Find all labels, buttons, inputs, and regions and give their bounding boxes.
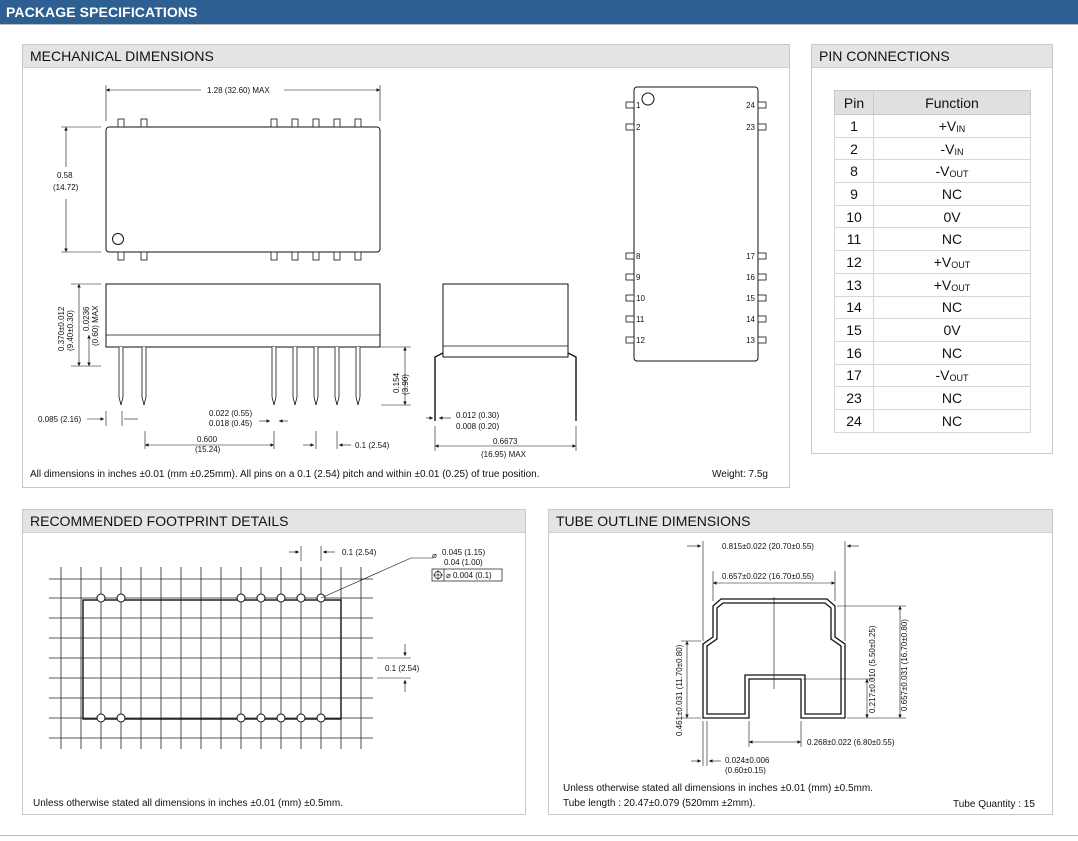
tube-notch-height: 0.217±0.010 (5.50±0.25) bbox=[868, 625, 877, 713]
pin-function-cell bbox=[874, 228, 1031, 251]
tube-drawing bbox=[549, 532, 1052, 777]
dim-standoff-in: 0.0236 bbox=[82, 306, 91, 331]
tube-inner-height: 0.657±0.031 (16.70±0.80) bbox=[900, 619, 909, 711]
footprint-panel bbox=[22, 509, 526, 815]
pin-function-text: NC bbox=[941, 412, 963, 429]
pin-function-cell bbox=[874, 183, 1031, 206]
pin-function-cell bbox=[874, 319, 1031, 342]
mechanical-panel-header bbox=[23, 45, 789, 68]
table-row bbox=[835, 137, 1031, 160]
pin-function-cell bbox=[874, 341, 1031, 364]
dim-lead-span-in: 0.6673 bbox=[493, 437, 518, 446]
module-top-view bbox=[106, 127, 380, 252]
footprint-hole-diameter-2: 0.04 (1.00) bbox=[444, 558, 483, 567]
dim-height-in: 0.58 bbox=[57, 171, 73, 180]
dim-row-span-mm: (15.24) bbox=[195, 445, 221, 454]
tube-inner-width: 0.657±0.022 (16.70±0.55) bbox=[722, 572, 814, 581]
pin-number-cell: 2 bbox=[835, 137, 874, 160]
footprint-panel-header bbox=[23, 510, 525, 533]
dim-lead-span-mm: (16.95) MAX bbox=[481, 450, 526, 459]
table-row bbox=[835, 387, 1031, 410]
side-view-pins bbox=[119, 347, 360, 405]
pin-function-cell bbox=[874, 296, 1031, 319]
table-row bbox=[835, 183, 1031, 206]
pin-function-text: NC bbox=[941, 185, 963, 202]
pin-function-text: NC bbox=[941, 299, 963, 316]
dim-pin-width-2: 0.018 (0.45) bbox=[209, 419, 253, 428]
dim-body-height-mm: (9.40±0.30) bbox=[66, 310, 75, 351]
footer-rule bbox=[0, 835, 1078, 836]
header-rule bbox=[0, 24, 1078, 25]
dim-lead-thickness-1: 0.012 (0.30) bbox=[456, 411, 500, 420]
table-row bbox=[835, 251, 1031, 274]
pin-label: 1 bbox=[636, 101, 641, 110]
dim-pin-offset: 0.085 (2.16) bbox=[38, 415, 82, 424]
pin-function-cell bbox=[874, 273, 1031, 296]
table-row bbox=[835, 341, 1031, 364]
pin-connections-header bbox=[812, 45, 1052, 68]
pin-function-text: +V bbox=[933, 253, 952, 270]
module-pinout-view bbox=[634, 87, 758, 361]
pin-function-text: -V bbox=[935, 163, 950, 180]
pin-function-subscript: OUT bbox=[951, 259, 971, 270]
pin-function-cell bbox=[874, 115, 1031, 138]
pin-connections-table bbox=[834, 90, 1031, 433]
tube-wall-in: 0.024±0.006 bbox=[725, 756, 770, 765]
pin-function-subscript: OUT bbox=[949, 169, 969, 180]
footprint-pitch-v: 0.1 (2.54) bbox=[385, 664, 420, 673]
pin-label: 14 bbox=[746, 315, 755, 324]
pin-number-cell: 10 bbox=[835, 205, 874, 228]
pin-number-cell: 8 bbox=[835, 160, 874, 183]
table-row bbox=[835, 228, 1031, 251]
tube-title: TUBE OUTLINE DIMENSIONS bbox=[556, 513, 751, 529]
pinout-pins-left bbox=[626, 102, 634, 343]
pinout-pins-right bbox=[758, 102, 766, 343]
pin-function-text: 0V bbox=[943, 322, 961, 339]
pin-function-text: -V bbox=[935, 367, 950, 384]
pin-number-cell: 17 bbox=[835, 364, 874, 387]
mechanical-footnote: All dimensions in inches ±0.01 (mm ±0.25mm). All pins on a 0.1 (2.54) pitch and within ±0.01 (0.25) of true position. bbox=[30, 469, 540, 480]
pin-label: 13 bbox=[746, 336, 755, 345]
pin-function-text: 0V bbox=[943, 208, 961, 225]
pin-number-cell: 11 bbox=[835, 228, 874, 251]
mechanical-title: MECHANICAL DIMENSIONS bbox=[30, 48, 214, 64]
table-row bbox=[835, 273, 1031, 296]
pin-function-subscript: IN bbox=[954, 146, 964, 157]
pin-label: 16 bbox=[746, 273, 755, 282]
module-side-view bbox=[106, 284, 380, 347]
footprint-hole-diameter-1: 0.045 (1.15) bbox=[442, 548, 486, 557]
pin-function-subscript: IN bbox=[956, 123, 966, 134]
dim-row-span-in: 0.600 bbox=[197, 435, 218, 444]
tube-note-length: Tube length : 20.47±0.079 (520mm ±2mm). bbox=[563, 798, 756, 809]
dim-pin-width-1: 0.022 (0.55) bbox=[209, 409, 253, 418]
pin-number-cell: 23 bbox=[835, 387, 874, 410]
tube-left-height: 0.461±0.031 (11.70±0.80) bbox=[675, 644, 684, 736]
page-header-title: PACKAGE SPECIFICATIONS bbox=[6, 4, 198, 20]
footprint-tolerance-diameter-symbol: ⌀ bbox=[446, 571, 451, 580]
pin-connections-title: PIN CONNECTIONS bbox=[819, 48, 950, 64]
dim-lead-thickness-2: 0.008 (0.20) bbox=[456, 422, 500, 431]
pin-label: 8 bbox=[636, 252, 641, 261]
page-header-bar bbox=[0, 0, 1078, 24]
pin-table-body bbox=[835, 115, 1031, 433]
pin-label: 17 bbox=[746, 252, 755, 261]
footprint-drawing bbox=[23, 532, 525, 792]
pin-function-cell bbox=[874, 160, 1031, 183]
pin-number-cell: 9 bbox=[835, 183, 874, 206]
pin-number-cell: 14 bbox=[835, 296, 874, 319]
table-row bbox=[835, 115, 1031, 138]
pin-label: 24 bbox=[746, 101, 755, 110]
pin-function-cell bbox=[874, 409, 1031, 432]
pin-function-text: NC bbox=[941, 390, 963, 407]
pin-function-cell bbox=[874, 251, 1031, 274]
pin-function-cell bbox=[874, 137, 1031, 160]
pin-function-cell bbox=[874, 364, 1031, 387]
pin-number-cell: 24 bbox=[835, 409, 874, 432]
pin-label: 15 bbox=[746, 294, 755, 303]
tube-notch-width: 0.268±0.022 (6.80±0.55) bbox=[807, 738, 895, 747]
end-view-lead-right bbox=[568, 353, 576, 421]
tube-quantity: Tube Quantity : 15 bbox=[953, 799, 1035, 810]
tube-panel-header bbox=[549, 510, 1052, 533]
mechanical-panel bbox=[22, 44, 790, 488]
pin-number-cell: 12 bbox=[835, 251, 874, 274]
dim-height-mm: (14.72) bbox=[53, 183, 79, 192]
pin-number-cell: 1 bbox=[835, 115, 874, 138]
table-row bbox=[835, 205, 1031, 228]
dim-pitch: 0.1 (2.54) bbox=[355, 441, 390, 450]
footprint-pitch-h: 0.1 (2.54) bbox=[342, 548, 377, 557]
table-header-row bbox=[835, 91, 1031, 115]
pin-label: 11 bbox=[636, 315, 645, 324]
mechanical-drawing bbox=[23, 67, 789, 487]
table-row bbox=[835, 319, 1031, 342]
dim-standoff-mm: (0.60) MAX bbox=[91, 305, 100, 346]
footprint-grid bbox=[49, 567, 373, 749]
tube-wall-mm: (0.60±0.15) bbox=[725, 766, 766, 775]
column-header-function: Function bbox=[874, 91, 1031, 115]
dim-pin-length-mm: (3.90) bbox=[401, 374, 410, 395]
dim-width-max: 1.28 (32.60) MAX bbox=[207, 86, 270, 95]
pin-function-cell bbox=[874, 387, 1031, 410]
footprint-title: RECOMMENDED FOOTPRINT DETAILS bbox=[30, 513, 289, 529]
pin-label: 12 bbox=[636, 336, 645, 345]
pin-number-cell: 15 bbox=[835, 319, 874, 342]
footprint-tolerance: 0.004 (0.1) bbox=[453, 571, 492, 580]
dim-pin-length-in: 0.154 bbox=[392, 372, 401, 393]
footprint-diameter-symbol: ⌀ bbox=[432, 551, 437, 560]
mechanical-weight: Weight: 7.5g bbox=[712, 469, 768, 480]
pin-function-text: -V bbox=[940, 140, 955, 157]
end-view-lead-left bbox=[435, 353, 443, 421]
tube-note-dimensions: Unless otherwise stated all dimensions in inches ±0.01 (mm) ±0.5mm. bbox=[563, 783, 873, 794]
pin-label: 2 bbox=[636, 123, 641, 132]
dim-body-height-in: 0.370±0.012 bbox=[57, 306, 66, 351]
pin-function-text: NC bbox=[941, 344, 963, 361]
pin-function-text: NC bbox=[941, 231, 963, 248]
table-row bbox=[835, 160, 1031, 183]
table-row bbox=[835, 296, 1031, 319]
pin-function-cell bbox=[874, 205, 1031, 228]
column-header-pin: Pin bbox=[835, 91, 874, 115]
table-row bbox=[835, 409, 1031, 432]
pin-function-subscript: OUT bbox=[951, 282, 971, 293]
pin-function-subscript: OUT bbox=[949, 373, 969, 384]
pin-number-cell: 13 bbox=[835, 273, 874, 296]
pin-label: 9 bbox=[636, 273, 641, 282]
pin-function-text: +V bbox=[933, 276, 952, 293]
table-row bbox=[835, 364, 1031, 387]
pin-function-text: +V bbox=[938, 117, 957, 134]
pin-label: 10 bbox=[636, 294, 645, 303]
tube-outer-width: 0.815±0.022 (20.70±0.55) bbox=[722, 542, 814, 551]
pin-number-cell: 16 bbox=[835, 341, 874, 364]
footprint-footnote: Unless otherwise stated all dimensions in inches ±0.01 (mm) ±0.5mm. bbox=[33, 798, 343, 809]
pin-label: 23 bbox=[746, 123, 755, 132]
tube-panel bbox=[548, 509, 1053, 815]
